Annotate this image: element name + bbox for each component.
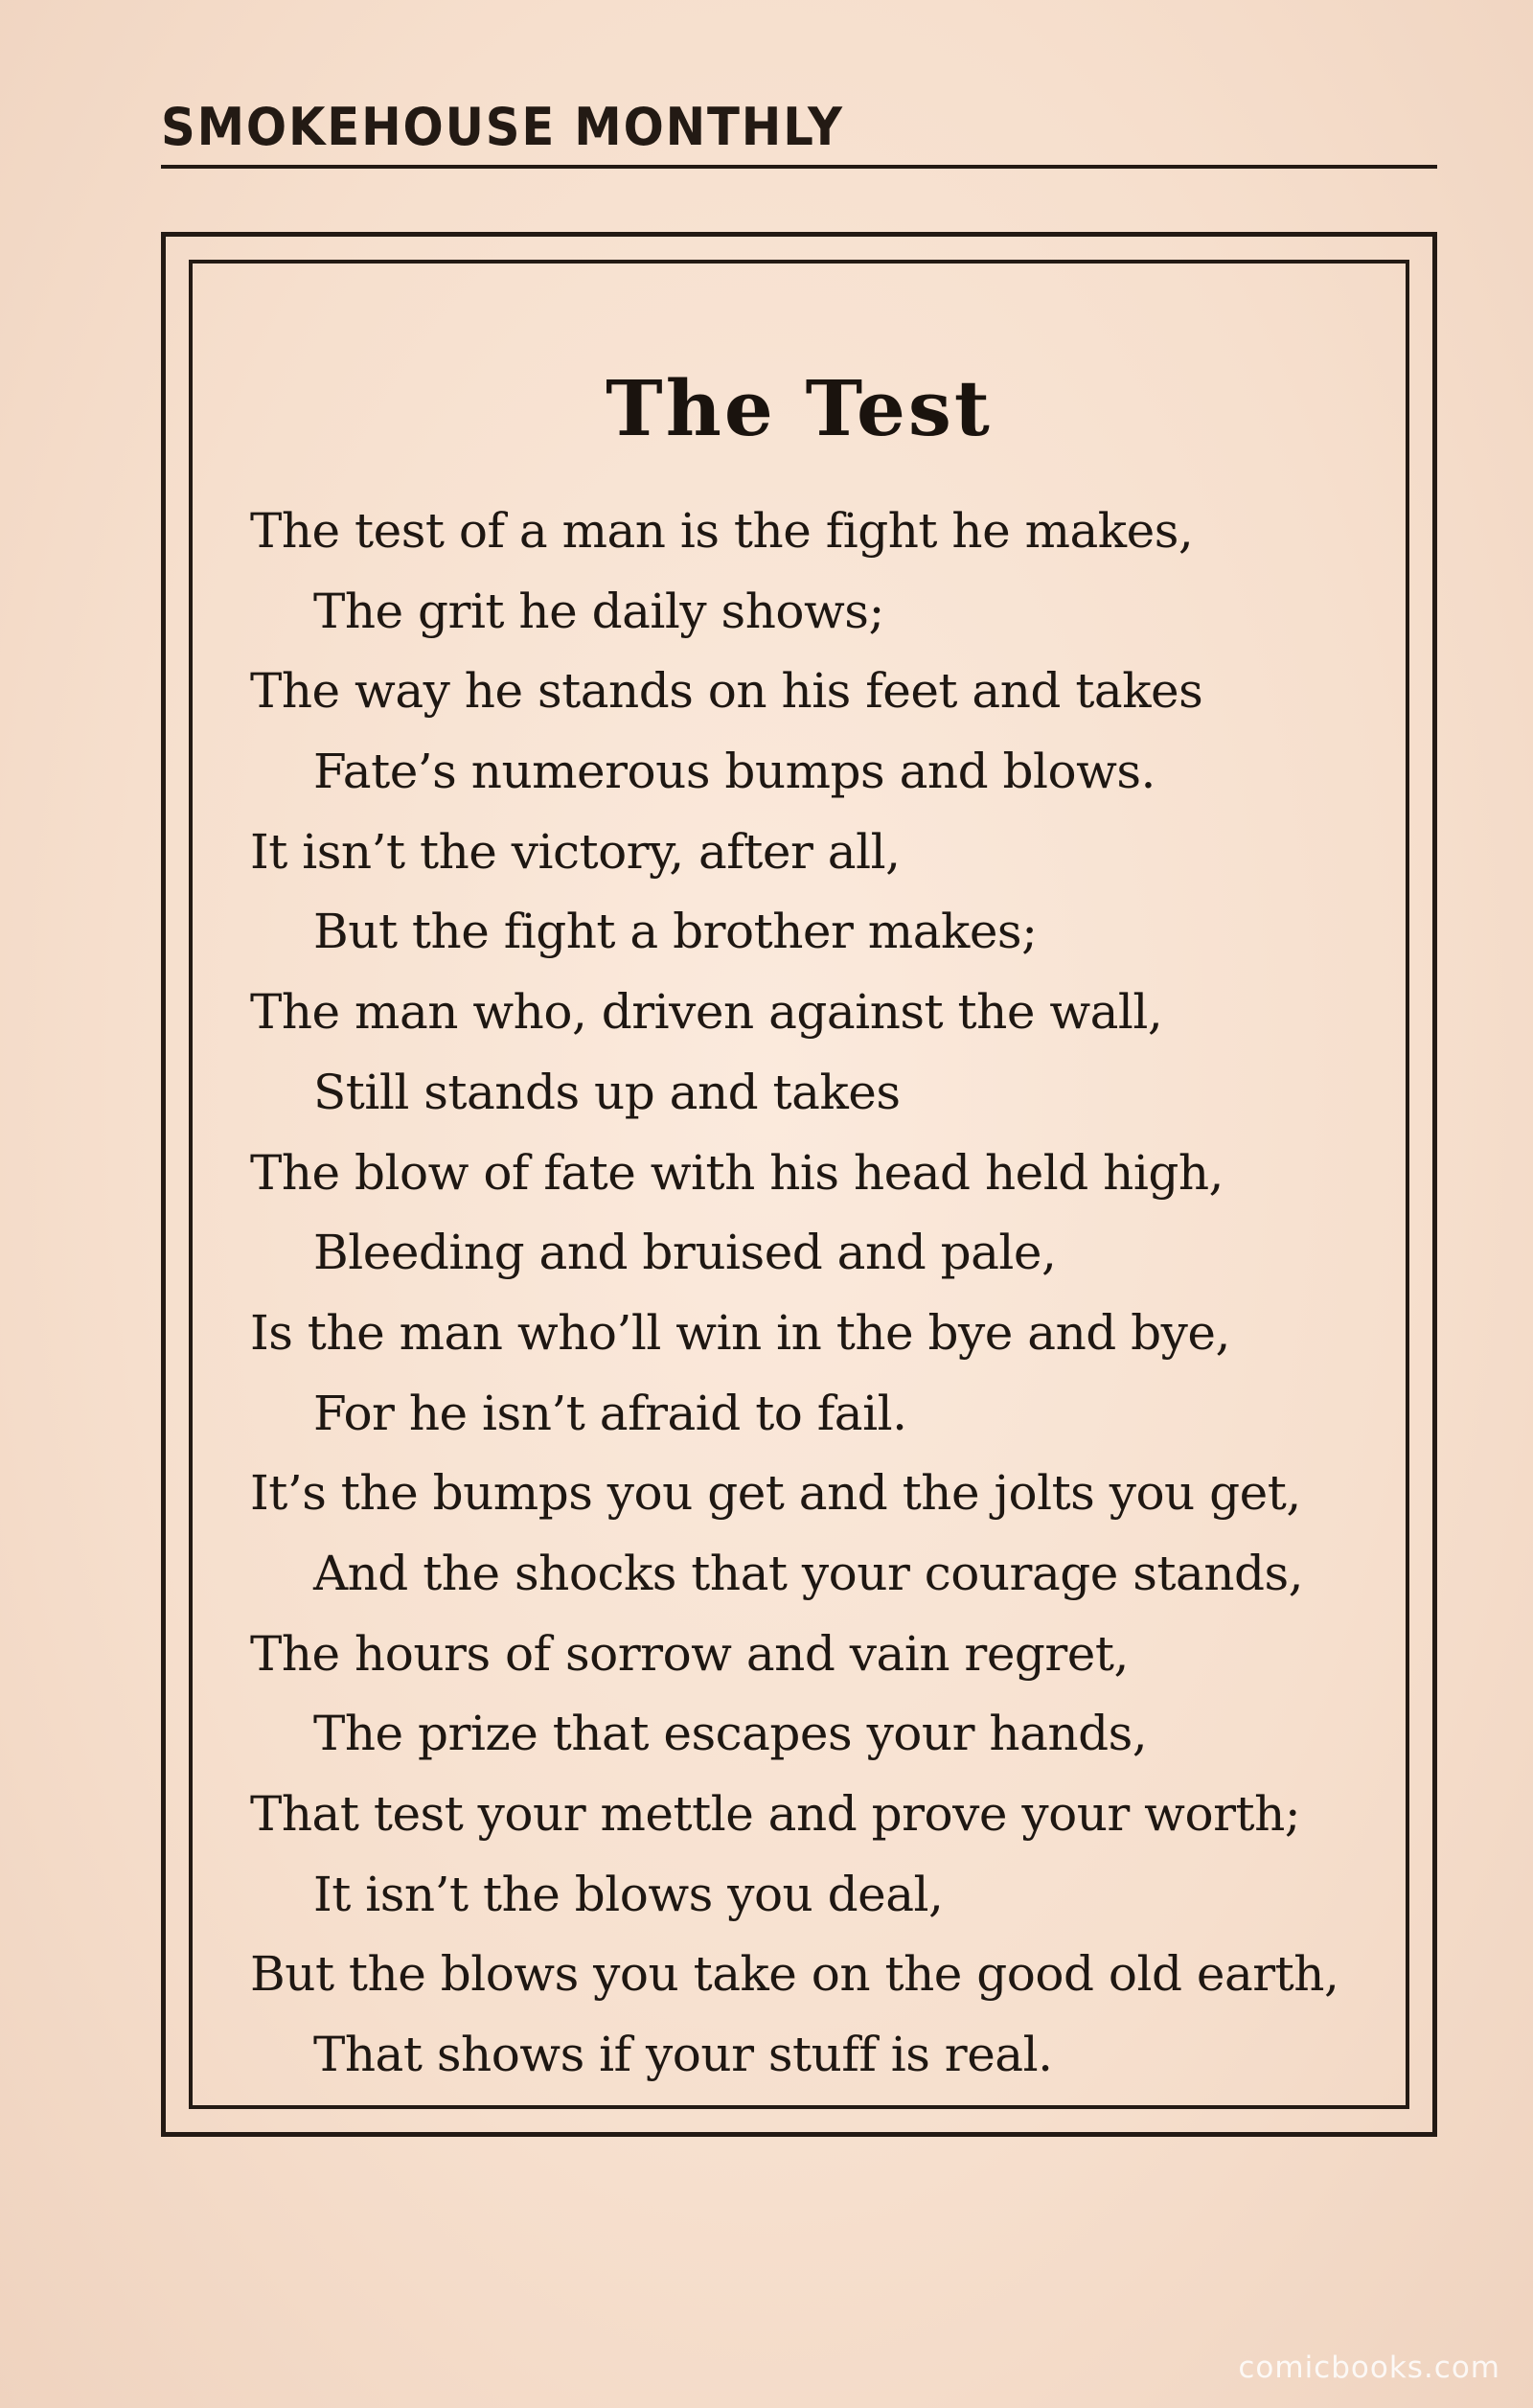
poem-line: The hours of sorrow and vain regret, xyxy=(250,1625,1129,1682)
poem-line: It isn’t the blows you deal, xyxy=(313,1866,944,1922)
poem-line: It’s the bumps you get and the jolts you get, xyxy=(250,1465,1301,1522)
poem-line: And the shocks that your courage stands, xyxy=(313,1545,1304,1601)
poem-line: That shows if your stuff is real. xyxy=(313,2027,1053,2083)
poem-line: The blow of fate with his head held high, xyxy=(250,1144,1224,1201)
poem-line: That test your mettle and prove your worth; xyxy=(250,1786,1301,1842)
site-watermark: comicbooks.com xyxy=(1238,2351,1500,2385)
poem-line: Is the man who’ll win in the bye and bye, xyxy=(250,1304,1230,1361)
poem-line: For he isn’t afraid to fail. xyxy=(313,1385,907,1441)
poem-frame-inner xyxy=(189,260,1409,2109)
poem-body xyxy=(250,492,1390,2096)
poem-line: The man who, driven against the wall, xyxy=(250,984,1163,1041)
poem-line: Fate’s numerous bumps and blows. xyxy=(313,744,1155,800)
poem-line: The grit he daily shows; xyxy=(313,583,884,639)
poem-line: The test of a man is the fight he makes, xyxy=(250,503,1194,559)
poem-line: The prize that escapes your hands, xyxy=(313,1706,1148,1762)
poem-line: It isn’t the victory, after all, xyxy=(250,823,901,880)
page-header xyxy=(161,88,1437,169)
poem-line: Still stands up and takes xyxy=(313,1064,901,1120)
magazine-title: SMOKEHOUSE MONTHLY xyxy=(161,97,844,157)
poem-line: But the blows you take on the good old earth, xyxy=(250,1946,1339,2003)
poem-line: But the fight a brother makes; xyxy=(313,904,1038,960)
poem-frame-outer xyxy=(161,232,1437,2137)
poem-title: The Test xyxy=(606,363,993,453)
poem-line: Bleeding and bruised and pale, xyxy=(313,1225,1057,1281)
poem-line: The way he stands on his feet and takes xyxy=(250,663,1203,720)
